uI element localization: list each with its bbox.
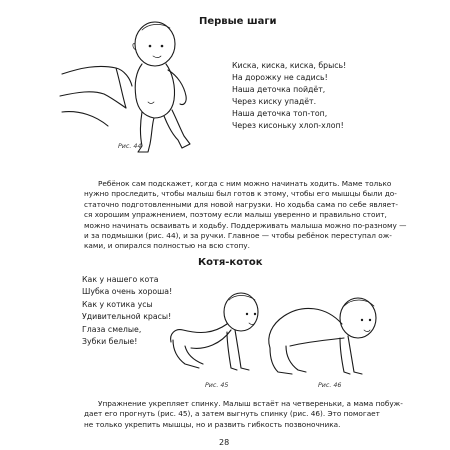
poem-line: Как у котика усы [82,299,153,309]
poem-line: Наша деточка топ-топ, [232,108,328,118]
poem-kotya-kotok [82,274,172,348]
poem-line: Через кисоньку хлоп-хлоп! [232,120,344,130]
poem-first-steps [232,60,346,131]
paragraph-line: ся хорошим упражнением, поэтому если малыш уверенно и правильно стоит, [84,210,387,220]
poem-line: Как у нашего кота [82,275,159,284]
page-number: 28 [219,438,230,447]
baby-walking-illustration [60,12,230,162]
poem-line: Шубка очень хороша! [82,287,173,297]
paragraph-line: нужно проследить, чтобы малыш был готов к этому, чтобы его мышцы были до- [84,189,397,199]
paragraph-first-steps [84,179,406,252]
baby-crawling-arched-illustration [165,284,275,379]
paragraph-line: можно начинать осваивать и ходьбу. Поддерживать малыша можно по-разному — [84,220,407,230]
paragraph-line: дает его прогнуть (рис. 45), а затем выгнуть спинку (рис. 46). Это помогает [84,409,380,419]
poem-line: На дорожку не садись! [232,72,328,82]
figure-caption-44: Рис. 44 [118,143,142,150]
paragraph-line: статочно подготовленными для новой нагрузки. Но ходьба сама по себе являет- [84,199,399,209]
poem-line: Киска, киска, киска, брысь! [232,61,347,70]
paragraph-kotya-kotok [84,399,403,430]
section-title-first-steps: Первые шаги [199,16,277,27]
poem-line: Глаза смелые, [82,324,142,334]
poem-line: Зубки белые! [82,337,138,347]
poem-line: Удивительной красы! [82,312,172,322]
figure-caption-45: Рис. 45 [205,382,229,389]
paragraph-line: не только укрепить мышцы, но и развить гибкость позвоночника. [84,419,341,429]
baby-crawling-rounded-illustration [262,288,382,383]
paragraph-line: Упражнение укрепляет спинку. Малыш встаёт на четвереньки, а мама побуж- [98,399,403,408]
paragraph-line: и за подмышки (рис. 44), и за ручки. Главное — чтобы ребёнок переступал ож- [84,231,392,241]
poem-line: Наша деточка пойдёт, [232,84,326,94]
figure-caption-46: Рис. 46 [318,382,342,389]
paragraph-line: ками, и опирался полностью на всю стопу. [84,241,250,251]
poem-line: Через киску упадёт. [232,96,317,106]
section-title-kotya-kotok: Котя-коток [198,257,263,268]
paragraph-line: Ребёнок сам подскажет, когда с ним можно начинать ходить. Маме только [98,179,392,188]
